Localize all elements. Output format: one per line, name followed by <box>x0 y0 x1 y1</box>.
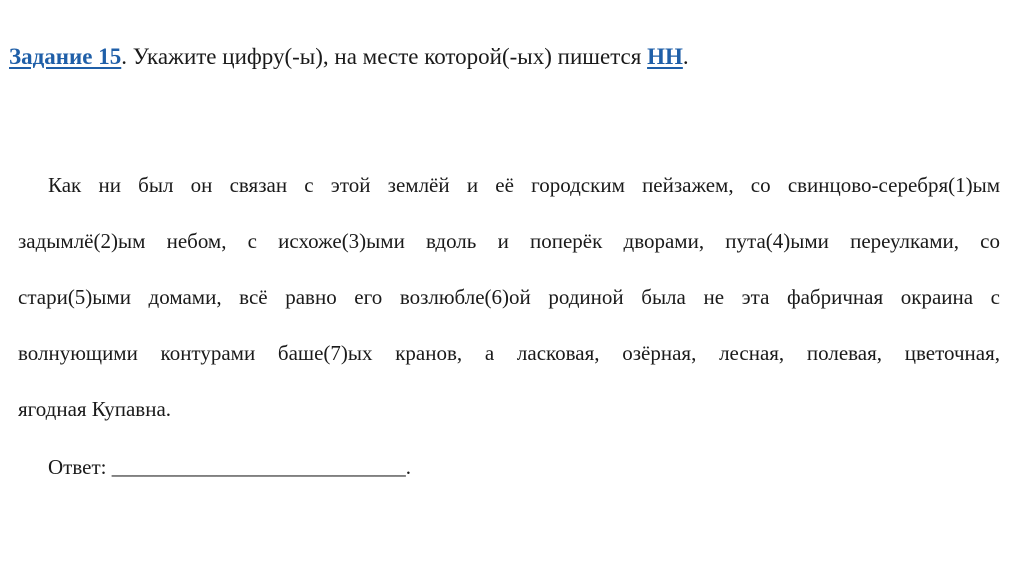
passage-line-1: Как ни был он связан с этой землёй и её городским пейзажем, со свинцово-серебря(1)ым <box>48 173 1000 197</box>
nn-highlight-link[interactable]: НН <box>647 44 683 69</box>
task-number-link[interactable]: Задание 15 <box>9 44 122 69</box>
passage-line-4: волнующими контурами баше(7)ых кранов, а ласковая, озёрная, лесная, полевая, цветочная, <box>18 341 1000 365</box>
task-heading-end: . <box>682 44 689 69</box>
answer-blank: ____________________________ <box>111 455 406 479</box>
task-heading <box>9 42 1009 72</box>
passage-line-5: ягодная Купавна. <box>18 397 172 421</box>
answer-label: Ответ: <box>48 455 112 479</box>
answer-line <box>48 452 411 482</box>
passage-text <box>18 157 1000 437</box>
task-instruction: . Укажите цифру(-ы), на месте которой(-ых) пишется <box>121 44 648 69</box>
passage-line-2: задымлё(2)ым небом, с исхоже(3)ыми вдоль и поперёк дворами, пута(4)ыми переулками, со <box>18 229 1000 253</box>
answer-end: . <box>405 455 411 479</box>
passage-line-3: стари(5)ыми домами, всё равно его возлюбле(6)ой родиной была не эта фабричная окраина с <box>18 285 1000 309</box>
